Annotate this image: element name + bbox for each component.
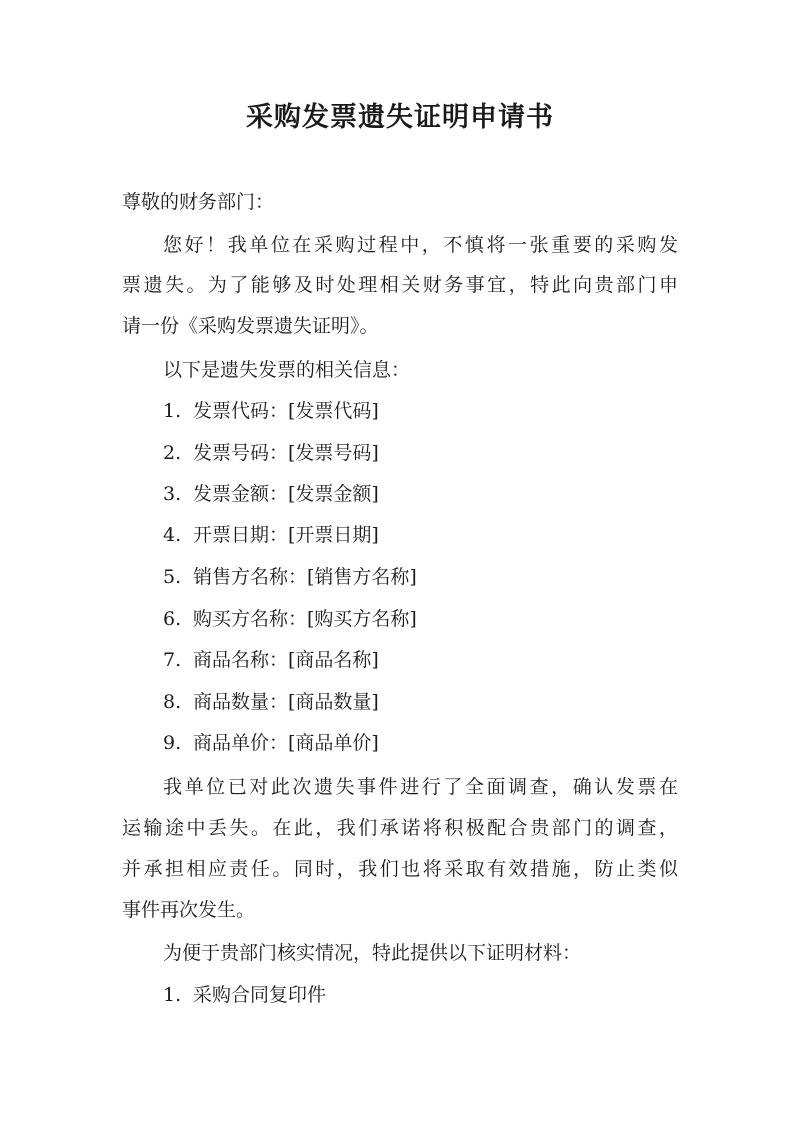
- list-text: 购买方名称：[购买方名称]: [193, 608, 417, 630]
- list-text: 商品单价：[商品单价]: [193, 732, 379, 754]
- list-number: 5.: [163, 566, 182, 588]
- list-number: 8.: [163, 691, 182, 713]
- list-number: 6.: [163, 608, 182, 630]
- investigation-line-2: 运输途中丢失。在此，我们承诺将积极配合贵部门的调查，: [122, 817, 678, 839]
- invoice-item: [163, 565, 417, 589]
- intro-line-2: 票遗失。为了能够及时处理相关财务事宜，特此向贵部门申: [122, 274, 678, 296]
- invoice-item: [163, 482, 379, 506]
- invoice-item: [163, 731, 379, 755]
- material-item: [163, 983, 326, 1007]
- list-text: 开票日期：[开票日期]: [193, 524, 379, 546]
- list-number: 4.: [163, 524, 182, 546]
- list-number: 2.: [163, 442, 182, 464]
- list-text: 发票号码：[发票号码]: [193, 442, 379, 464]
- list-text: 销售方名称：[销售方名称]: [193, 566, 417, 588]
- list-number: 1.: [163, 400, 182, 422]
- investigation-line-1: 我单位已对此次遗失事件进行了全面调查，确认发票在: [163, 776, 678, 798]
- list-text: 商品数量：[商品数量]: [193, 691, 379, 713]
- invoice-item: [163, 523, 379, 547]
- document-title: 采购发票遗失证明申请书: [246, 102, 554, 133]
- info-heading: 以下是遗失发票的相关信息：: [163, 359, 411, 381]
- list-text: 发票代码：[发票代码]: [193, 400, 379, 422]
- list-number: 3.: [163, 483, 182, 505]
- invoice-item: [163, 607, 417, 631]
- invoice-item: [163, 441, 379, 465]
- intro-line-1: 您好！我单位在采购过程中，不慎将一张重要的采购发: [163, 234, 678, 256]
- materials-heading: 为便于贵部门核实情况，特此提供以下证明材料：: [163, 942, 582, 964]
- invoice-item: [163, 648, 379, 672]
- list-text: 商品名称：[商品名称]: [193, 649, 379, 671]
- investigation-line-3: 并承担相应责任。同时，我们也将采取有效措施，防止类似: [122, 858, 678, 880]
- list-text: 发票金额：[发票金额]: [193, 483, 379, 505]
- salutation: 尊敬的财务部门：: [122, 191, 275, 213]
- list-number: 9.: [163, 732, 182, 754]
- investigation-line-4: 事件再次发生。: [122, 899, 256, 921]
- invoice-item: [163, 399, 379, 423]
- list-number: 7.: [163, 649, 182, 671]
- list-text: 采购合同复印件: [193, 984, 327, 1006]
- invoice-item: [163, 690, 379, 714]
- intro-line-3: 请一份《采购发票遗失证明》。: [122, 315, 379, 337]
- list-number: 1.: [163, 984, 182, 1006]
